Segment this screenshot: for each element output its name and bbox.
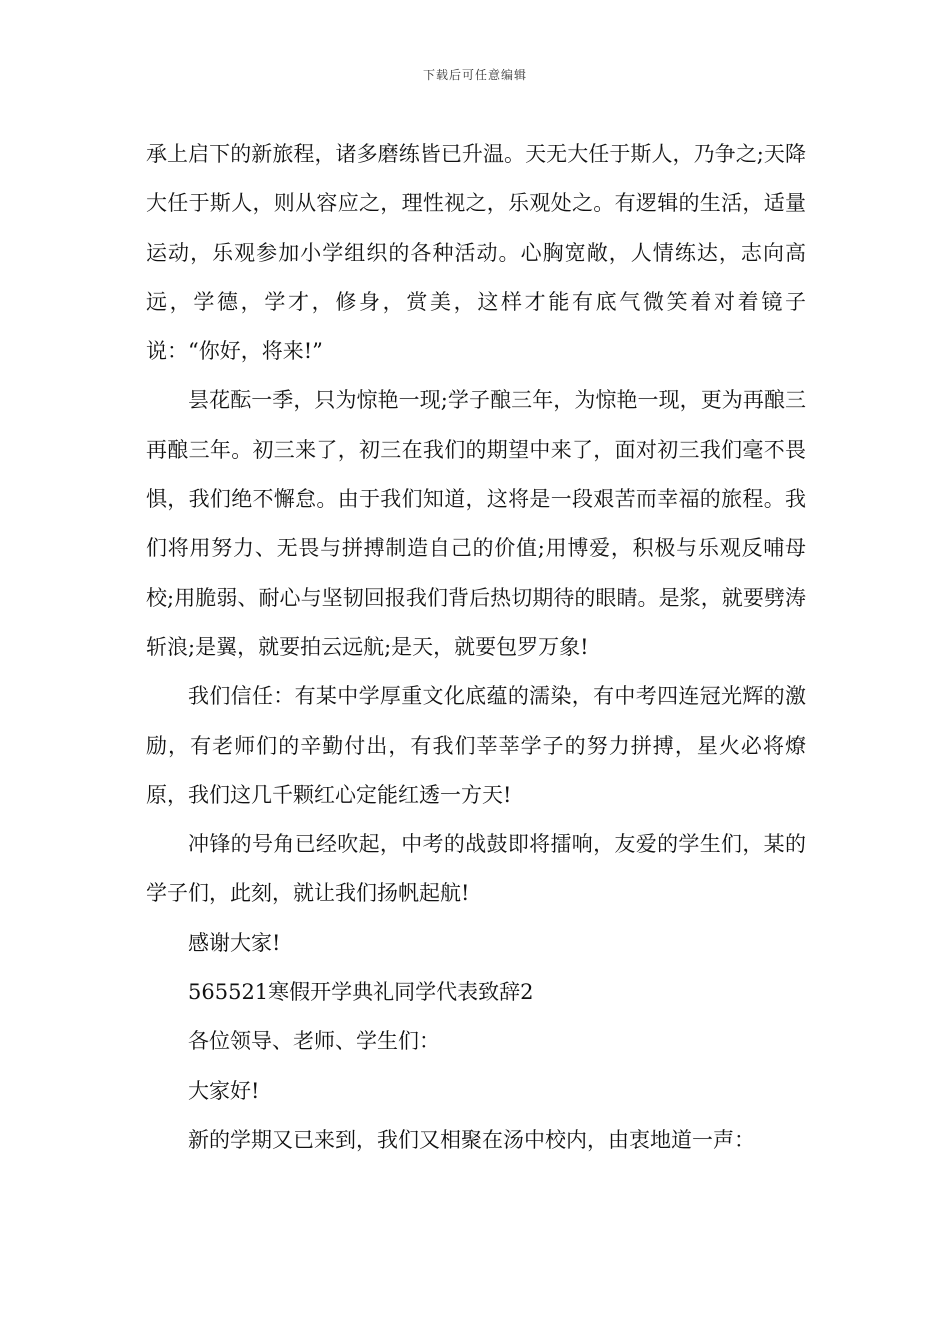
section-title: 565521寒假开学典礼同学代表致辞2 — [188, 980, 534, 1005]
paragraph-continuation: 承上启下的新旅程，诸多磨练皆已升温。天无大任于斯人，乃争之;天降大任于斯人，则从容应之，理性视之，乐观处之。有逻辑的生活，适量运动，乐观参加小学组织的各种活动。心胸宽敞，人情练达，志向高远，学德，学才，修身，赏美，这样才能有底气微笑着对着镜子说：“你好，将来!” — [146, 142, 806, 364]
salutation: 各位领导、老师、学生们： — [188, 1029, 440, 1054]
greeting: 大家好! — [188, 1078, 260, 1103]
document-body — [146, 130, 806, 1165]
paragraph: 昙花酝一季，只为惊艳一现;学子酿三年，为惊艳一现，更为再酿三再酿三年。初三来了，初三在我们的期望中来了，面对初三我们毫不畏惧，我们绝不懈怠。由于我们知道，这将是一段艰苦而幸福的旅程。我们将用努力、无畏与拼搏制造自己的价值;用博爱，积极与乐观反哺母校;用脆弱、耐心与坚韧回报我们背后热切期待的眼睛。是浆，就要劈涛斩浪;是翼，就要拍云远航;是天，就要包罗万象! — [146, 388, 806, 659]
paragraph: 冲锋的号角已经吹起，中考的战鼓即将擂响，友爱的学生们，某的学子们，此刻，就让我们扬帆起航! — [146, 832, 806, 906]
paragraph: 我们信任：有某中学厚重文化底蕴的濡染，有中考四连冠光辉的激励，有老师们的辛勤付出，有我们莘莘学子的努力拼搏，星火必将燎原，我们这几千颗红心定能红透一方天! — [146, 684, 806, 807]
page-header-note: 下载后可任意编辑 — [422, 68, 527, 82]
paragraph: 新的学期又已来到，我们又相聚在汤中校内，由衷地道一声： — [188, 1127, 755, 1152]
closing-thanks: 感谢大家! — [188, 930, 281, 955]
